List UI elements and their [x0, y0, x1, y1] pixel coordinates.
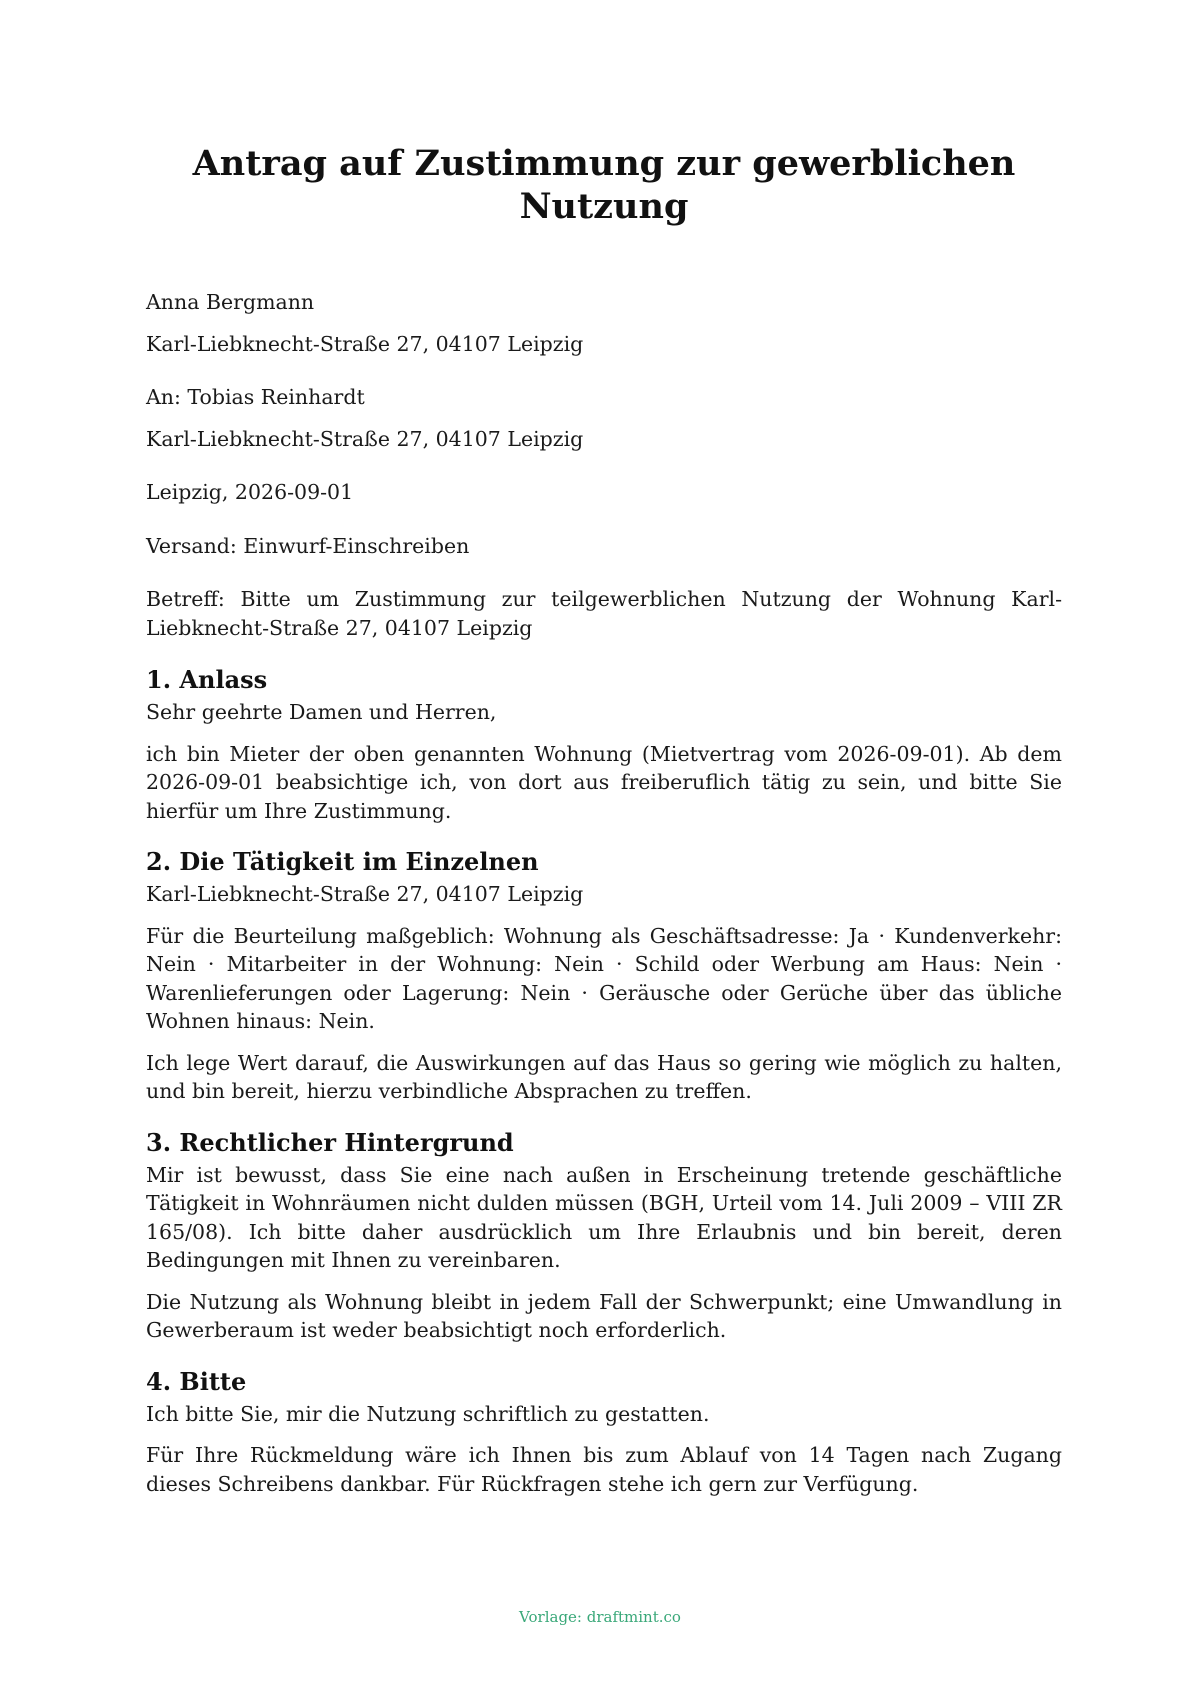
recipient-name: An: Tobias Reinhardt [146, 385, 365, 409]
section-bitte [146, 1366, 1062, 1499]
document-title: Antrag auf Zustimmung zur gewerblichen Nutzung [192, 143, 1016, 227]
section-heading: 2. Die Tätigkeit im Einzelnen [146, 847, 539, 876]
sender-address: Karl-Liebknecht-Straße 27, 04107 Leipzig [146, 331, 584, 356]
recipient-address: Karl-Liebknecht-Straße 27, 04107 Leipzig [146, 426, 584, 451]
sender-block [146, 288, 1062, 358]
template-footer: Vorlage: draftmint.co [519, 1608, 681, 1626]
subject-line: Betreff: Bitte um Zustimmung zur teilgewerblichen Nutzung der Wohnung Karl-Liebknecht-Straße 27, 04107 Leipzig [146, 587, 1062, 640]
section-heading: 1. Anlass [146, 665, 268, 694]
section-paragraph: Ich bitte Sie, mir die Nutzung schriftlich zu gestatten. [146, 1401, 710, 1426]
section-paragraph: Mir ist bewusst, dass Sie eine nach außen in Erscheinung tretende geschäftliche Tätigkeit in Wohnräumen nicht dulden müssen (BGH, Urteil vom 14. Juli 2009 – VIII ZR 165/08). Ich bitte daher ausdrücklich um Ihre Erlaubnis und bin bereit, deren Bedingungen mit Ihnen zu vereinbaren. [146, 1162, 1062, 1272]
section-paragraph: Karl-Liebknecht-Straße 27, 04107 Leipzig [146, 882, 584, 906]
section-anlass [146, 664, 1062, 825]
section-heading: 3. Rechtlicher Hintergrund [146, 1127, 514, 1157]
section-rechtlicher-hintergrund [146, 1127, 1062, 1345]
delivery-method: Versand: Einwurf-Einschreiben [146, 533, 470, 558]
section-taetigkeit [146, 846, 1062, 1106]
section-heading: 4. Bitte [146, 1366, 247, 1396]
sender-name: Anna Bergmann [146, 290, 315, 314]
letter-meta [146, 478, 1062, 560]
section-paragraph: ich bin Mieter der oben genannten Wohnung (Mietvertrag vom 2026-09-01). Ab dem 2026-09-01 beabsichtige ich, von dort aus freiberuflich tätig zu sein, und bitte Sie hierfür um Ihre Zustimmung. [146, 741, 1062, 823]
section-paragraph: Für die Beurteilung maßgeblich: Wohnung als Geschäftsadresse: Ja · Kundenverkehr: Nein · Mitarbeiter in der Wohnung: Nein · Schild oder Werbung am Haus: Nein · Warenlieferungen oder Lagerung: Nein · Geräusche oder Gerüche über das übliche Wohnen hinaus: Nein. [146, 923, 1062, 1033]
section-paragraph: Sehr geehrte Damen und Herren, [146, 700, 497, 724]
section-paragraph: Für Ihre Rückmeldung wäre ich Ihnen bis zum Ablauf von 14 Tagen nach Zugang dieses Schreibens dankbar. Für Rückfragen stehe ich gern zur Verfügung. [146, 1443, 1062, 1496]
section-paragraph: Ich lege Wert darauf, die Auswirkungen auf das Haus so gering wie möglich zu halten, und bin bereit, hierzu verbindliche Absprachen zu treffen. [146, 1050, 1062, 1103]
section-paragraph: Die Nutzung als Wohnung bleibt in jedem Fall der Schwerpunkt; eine Umwandlung in Gewerberaum ist weder beabsichtigt noch erforderlich. [146, 1289, 1062, 1342]
recipient-block [146, 383, 1062, 453]
place-date: Leipzig, 2026-09-01 [146, 480, 354, 504]
